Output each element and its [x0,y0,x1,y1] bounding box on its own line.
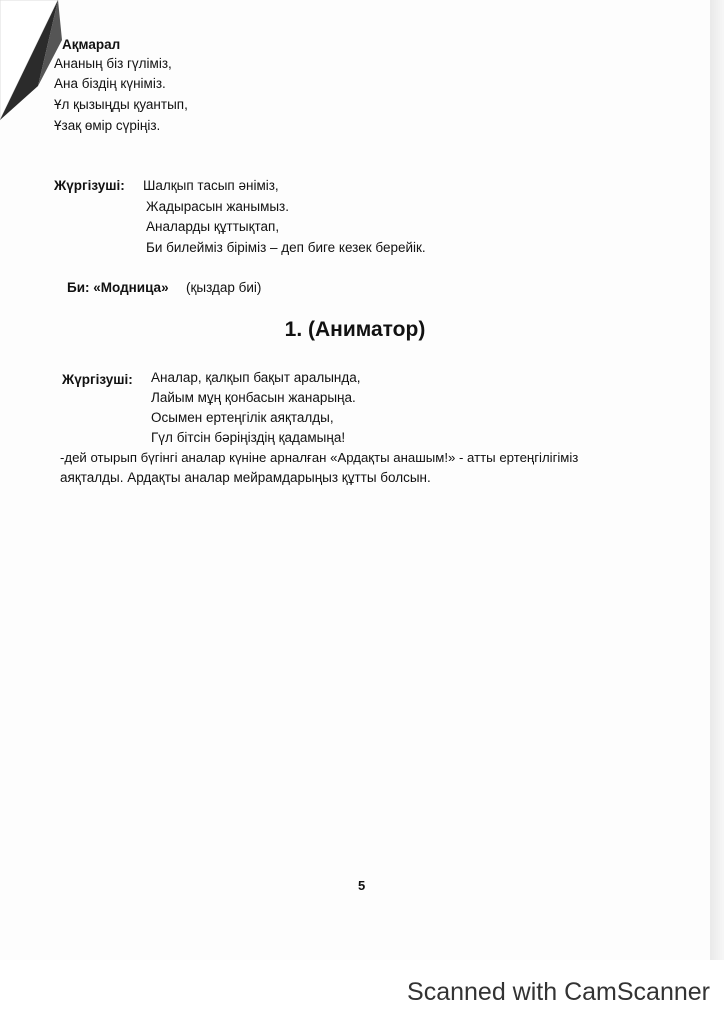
scanner-watermark: Scanned with CamScanner [407,978,710,1006]
poem-author: Ақмарал [62,37,121,52]
poem-line-3: Ұл қызыңды қуантып, [54,97,188,112]
section-title: 1. (Аниматор) [284,318,426,341]
poem-line-2: Ана біздің күніміз. [54,76,166,91]
closing-line-1: -дей отырып бүгінгі аналар күніне арналған «Ардақты анашым!» - атты ертеңгілігіміз [60,450,579,465]
host2-line-3: Осымен ертеңгілік аяқталды, [151,410,334,425]
host1-line-2: Жадырасын жанымыз. [146,199,290,214]
host1-line-3: Аналарды құттықтап, [146,219,280,234]
host1-line-4: Би билейміз біріміз – деп биге кезек берейік. [146,240,426,255]
dance-label: Би: «Модница» [67,280,169,295]
host2-line-2: Лайым мұң қонбасын жанарыңа. [151,390,356,405]
scan-edge [710,0,724,960]
poem-line-1: Ананың біз гүліміз, [54,56,172,71]
host2-line-4: Гүл бітсін бәріңіздің қадамыңа! [151,430,346,445]
page-number: 5 [358,878,366,893]
host1-line-1: Шалқып тасып әніміз, [143,178,279,193]
closing-line-2: аяқталды. Ардақты аналар мейрамдарыңыз құтты болсын. [60,470,431,485]
host-label-2: Жүргізуші: [62,372,133,387]
folded-corner-shape [0,0,90,150]
host-label-1: Жүргізуші: [54,178,125,193]
poem-line-4: Ұзақ өмір сүріңіз. [54,118,161,133]
dance-note: (қыздар биі) [186,280,262,295]
host2-line-1: Аналар, қалқып бақыт аралында, [151,370,361,385]
